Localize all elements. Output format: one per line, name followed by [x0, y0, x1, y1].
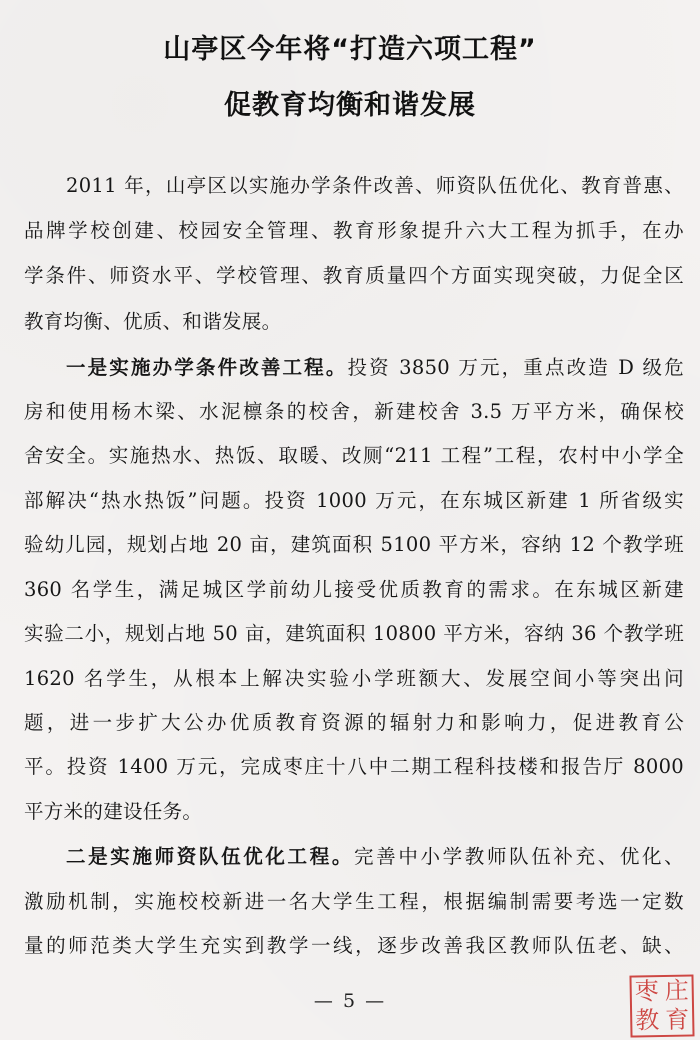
paragraph-2-line-11: 平方米的建设任务。 — [24, 800, 203, 823]
paragraph-3-first-line-text: 完善中小学教师队伍补充、优化、 — [354, 845, 684, 868]
paragraph-3-line-2: 激励机制，实施校校新进一名大学生工程，根据编制需要考选一定数 — [24, 890, 684, 913]
paragraph-2-first-line-text: 投资 3850 万元，重点改造 D 级危 — [347, 356, 684, 379]
page-number: — 5 — — [313, 990, 387, 1012]
paragraph-2-line-2: 房和使用杨木梁、水泥檩条的校舍，新建校舍 3.5 万平方米，确保校 — [24, 400, 684, 423]
paragraph-2-line-10: 平。投资 1400 万元，完成枣庄十八中二期工程科技楼和报告厅 8000 — [24, 755, 684, 778]
paragraph-2-line-5: 验幼儿园，规划占地 20 亩，建筑面积 5100 平方米，容纳 12 个教学班 — [24, 533, 684, 556]
seal-character: 庄 — [664, 976, 689, 1005]
seal-character: 枣 — [634, 977, 659, 1006]
paragraph-3-line-1 — [66, 842, 684, 872]
paragraph-3-heading: 二是实施师资队伍优化工程。 — [66, 845, 355, 868]
document-title-line-2: 促教育均衡和谐发展 — [224, 90, 476, 121]
paragraph-2-line-7: 实验二小，规划占地 50 亩，建筑面积 10800 平方米，容纳 36 个教学班 — [24, 622, 684, 645]
paragraph-2-line-9: 题，进一步扩大公办优质教育资源的辐射力和影响力，促进教育公 — [24, 711, 684, 734]
paragraph-2-line-4: 部解决“热水热饭”问题。投资 1000 万元，在东城区新建 1 所省级实 — [24, 489, 684, 512]
seal-character: 育 — [664, 1005, 690, 1034]
paragraph-2-line-1 — [66, 353, 684, 383]
paragraph-2-line-6: 360 名学生，满足城区学前幼儿接受优质教育的需求。在东城区新建 — [24, 578, 684, 601]
paragraph-3-line-3: 量的师范类大学生充实到教学一线，逐步改善我区教师队伍老、缺、 — [24, 934, 684, 957]
document-body — [24, 0, 684, 1040]
paragraph-2-heading: 一是实施办学条件改善工程。 — [66, 356, 348, 379]
paragraph-1-line-2: 品牌学校创建、校园安全管理、教育形象提升六大工程为抓手，在办 — [24, 219, 684, 242]
zaozhuang-education-seal — [629, 974, 694, 1037]
paragraph-1-line-4: 教育均衡、优质、和谐发展。 — [24, 310, 282, 333]
seal-character: 教 — [635, 1006, 660, 1035]
document-title-line-1: 山亭区今年将“打造六项工程” — [163, 34, 537, 65]
paragraph-1-line-1: 2011 年，山亭区以实施办学条件改善、师资队伍优化、教育普惠、 — [66, 174, 684, 197]
paragraph-1-line-3: 学条件、师资水平、学校管理、教育质量四个方面实现突破，力促全区 — [24, 264, 684, 287]
paragraph-2-line-8: 1620 名学生，从根本上解决实验小学班额大、发展空间小等突出问 — [24, 667, 684, 690]
paragraph-2-line-3: 舍安全。实施热水、热饭、取暖、改厕“211 工程”工程，农村中小学全 — [24, 444, 684, 467]
